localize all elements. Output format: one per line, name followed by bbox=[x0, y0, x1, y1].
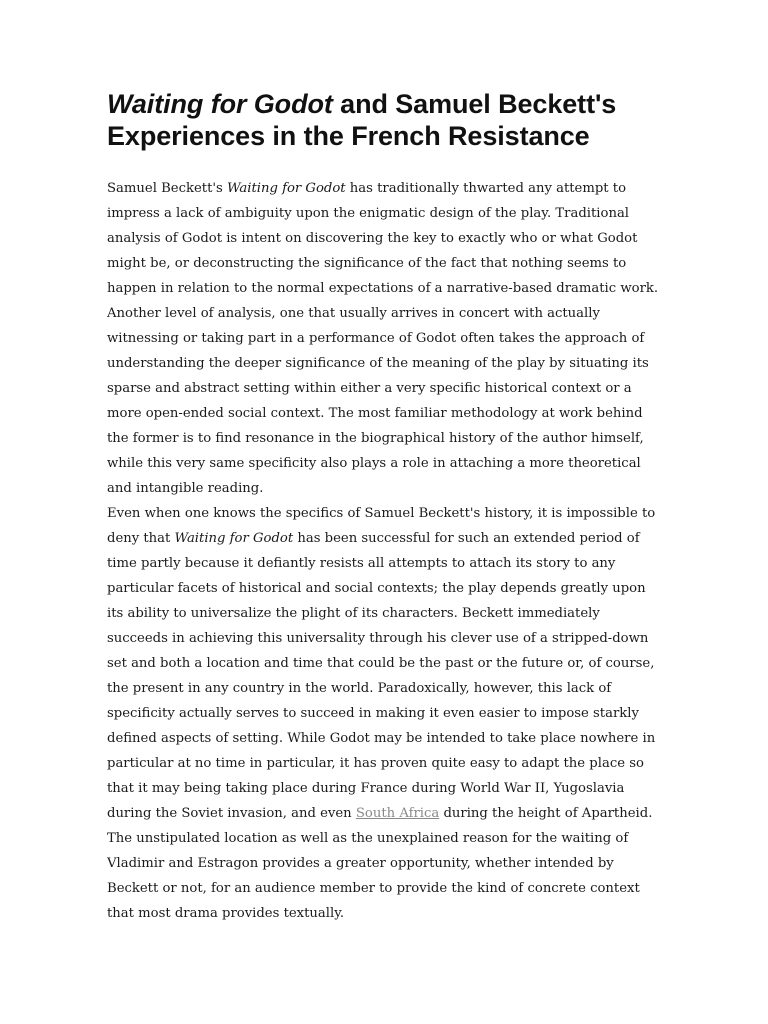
paragraph-1-before-italic: Samuel Beckett's bbox=[107, 181, 227, 196]
paragraph-2-end: during the height of Apartheid. The unstipulated location as well as the unexplained reason for the waiting of Vladimir and Estragon provides a greater opportunity, whether intended by Beckett or not, for an audience member to provide the kind of concrete context that most drama provides textually. bbox=[107, 806, 653, 921]
paragraph-2 bbox=[107, 501, 663, 926]
paragraph-1 bbox=[107, 176, 663, 501]
title-rest: and Samuel Beckett's Experiences in the French Resistance bbox=[107, 89, 617, 151]
paragraph-1-italic-title: Waiting for Godot bbox=[226, 181, 346, 196]
paragraph-2-middle: has been successful for such an extended period of time partly because it defiantly resists all attempts to attach its story to any particular facets of historical and social contexts; the play depends greatly upon its ability to universalize the plight of its characters. Beckett immediately succeeds in achieving this universality through his clever use of a stripped-down set and both a location and time that could be the past or the future or, of course, the present in any country in the world. Paradoxically, however, this lack of specificity actually serves to succeed in making it even easier to impose starkly defined aspects of setting. While Godot may be intended to take place nowhere in particular at no time in particular, it has proven quite easy to adapt the place so that it may being taking place during France during World War II, Yugoslavia during the Soviet invasion, and even bbox=[107, 531, 656, 821]
paragraph-2-before-italic: Even when one knows the specifics of Samuel Beckett's history, it is impossible to deny that bbox=[107, 506, 656, 546]
title-italic-part: Waiting for Godot bbox=[107, 89, 333, 119]
document-title bbox=[107, 88, 663, 152]
paragraph-2-italic-title: Waiting for Godot bbox=[174, 531, 294, 546]
document-page bbox=[107, 88, 663, 926]
paragraph-1-body: has traditionally thwarted any attempt to impress a lack of ambiguity upon the enigmatic design of the play. Traditional analysis of Godot is intent on discovering the key to exactly who or what Godot might be, or deconstructing the significance of the fact that nothing seems to happen in relation to the normal expectations of a narrative-based dramatic work. Another level of analysis, one that usually arrives in concert with actually witnessing or taking part in a performance of Godot often takes the approach of understanding the deeper significance of the meaning of the play by situating its sparse and abstract setting within either a very specific historical context or a more open-ended social context. The most familiar methodology at work behind the former is to find resonance in the biographical history of the author himself, while this very same specificity also plays a role in attaching a more theoretical and intangible reading. bbox=[107, 181, 659, 496]
south-africa-link[interactable]: South Africa bbox=[355, 806, 440, 821]
